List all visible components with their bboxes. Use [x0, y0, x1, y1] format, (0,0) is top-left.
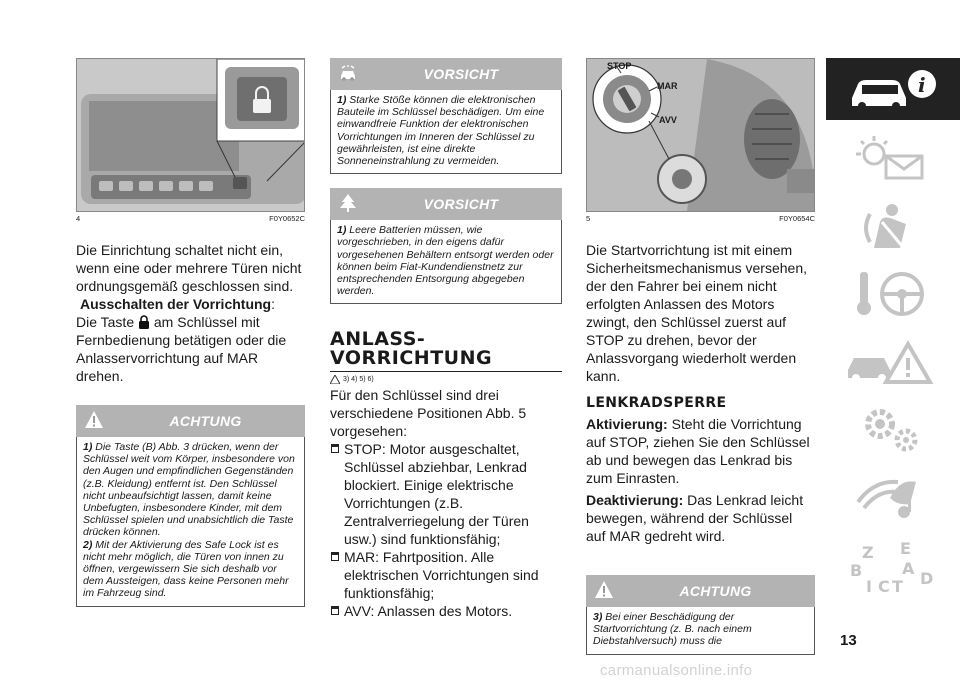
emergency-icon	[844, 336, 944, 386]
paragraph-deactivation	[586, 491, 815, 545]
warning-triangle-icon	[84, 410, 104, 430]
list-item: AVV: Anlassen des Motors.	[330, 602, 562, 620]
list-item: MAR: Fahrtposition. Alle elektrischen Vorrichtungen sind funktionsfähig;	[330, 548, 562, 602]
subheading-text: Ausschalten der Vorrichtung	[80, 296, 272, 312]
index-letter: D	[920, 569, 934, 588]
warning-item-text: Die Taste (B) Abb. 3 drücken, wenn der Schlüssel weit vom Körper, insbesondere von den Augen und empfindlichen Gegenständen (z.B. Kleidung) entfernt ist. Den Schlüssel nicht unbeaufsichtigt lassen, damit keine Unbefugten, insbesondere Kinder, mit dem Schlüssel spielen und unabsichtlich die Taste drücken können.	[83, 441, 295, 539]
page-number: 13	[840, 632, 857, 649]
paragraph: Die Startvorrichtung ist mit einem Sicherheitsmechanismus versehen, der den Fahrer bei einem nicht erfolgten Anlassen des Motors zwingt, den Schlüssel zuerst auf STOP zu drehen, bevor der Anlassvorgang wiederholt werden kann.	[586, 242, 807, 384]
subheading-colon: :	[271, 296, 275, 312]
tab-emergency[interactable]	[826, 330, 960, 392]
starting-driving-icon	[844, 268, 944, 318]
paragraph: Die Einrichtung schaltet nicht ein, wenn eine oder mehrere Türen nicht ordnungsgemäß geschlossen sind.	[76, 242, 302, 294]
figure-code: F0Y0652C	[269, 214, 305, 223]
figure-code: F0Y0654C	[779, 214, 815, 223]
tab-maintenance[interactable]	[826, 398, 960, 460]
car-caution-icon	[338, 63, 358, 83]
warning-body	[586, 607, 815, 655]
warning-item	[83, 441, 298, 539]
activation-text: Steht die Vorrichtung auf STOP, ziehen Sie den Schlüssel ab und bewegen das Lenkrad bis zum Einrasten.	[586, 416, 810, 486]
caution-item-number: 1)	[337, 224, 347, 237]
caution-body	[330, 90, 562, 174]
svg-text:i: i	[918, 73, 926, 97]
caution-box-2	[330, 188, 562, 304]
maintenance-icon	[844, 404, 944, 454]
warning-triangle-small-icon	[330, 375, 340, 384]
label-avv: AVV	[659, 115, 677, 125]
warning-title: ACHTUNG	[169, 413, 242, 429]
section-title-anlassvorrichtung	[330, 330, 562, 372]
environment-tree-icon	[338, 193, 358, 213]
caution-item-text: Leere Batterien müssen, wie vorgeschrieben, in den eigens dafür vorgesehenen Behältern entsorgt werden oder können beim Fiat-Kundendienstnetz zur entsprechenden Entsorgung abgegeben werden.	[337, 224, 554, 298]
tab-index[interactable]	[826, 534, 960, 596]
section-title-line: ANLASS-	[330, 328, 426, 351]
activation-label: Aktivierung:	[586, 416, 668, 432]
figure-4-caption	[76, 214, 305, 223]
tab-warning-lights[interactable]	[826, 126, 960, 188]
warning-body	[76, 437, 305, 607]
tab-starting-driving[interactable]	[826, 262, 960, 324]
paragraph-part-a: Die Taste	[76, 314, 135, 330]
index-letter: E	[900, 540, 911, 558]
section-title-line: VORRICHTUNG	[330, 347, 493, 370]
warning-references	[330, 375, 562, 384]
caution-body	[330, 220, 562, 304]
warning-item-text: Bei einer Beschädigung der Startvorrichtung (z. B. nach einem Diebstahlversuch) muss die	[593, 611, 752, 648]
warning-lights-icon	[844, 132, 944, 182]
chapter-sidebar	[826, 58, 960, 602]
warning-achtung	[76, 405, 305, 607]
warning-triangle-icon	[594, 580, 614, 600]
list-item: STOP: Motor ausgeschaltet, Schlüssel abziehbar, Lenkrad blockiert. Einige elektrische Vorrichtungen (z.B. Zentralverriegelung der Türen usw.) sind funktionsfähig;	[330, 440, 562, 548]
tab-multimedia[interactable]	[826, 466, 960, 528]
label-mar: MAR	[657, 81, 678, 91]
padlock-icon	[138, 315, 150, 329]
paragraph-lock-button	[76, 313, 305, 385]
caution-item-number: 1)	[337, 94, 347, 106]
index-letter: T	[892, 577, 903, 596]
warning-item-text: Mit der Aktivierung des Safe Lock ist es nicht mehr möglich, die Türen von innen zu öffnen, vergewissern Sie sich deshalb vor dem Aussteigen, dass keine Personen mehr im Fahrzeug sind.	[83, 538, 289, 600]
column-3	[586, 58, 815, 655]
column-1	[76, 58, 305, 607]
deactivation-text: Das Lenkrad leicht bewegen, während der Schlüssel auf MAR gedreht wird.	[586, 492, 804, 544]
caution-title: VORSICHT	[423, 196, 499, 213]
warning-item	[593, 611, 808, 648]
index-icon	[844, 540, 944, 596]
paragraph: Für den Schlüssel sind drei verschiedene Positionen Abb. 5 vorgesehen:	[330, 387, 527, 440]
label-stop: STOP	[607, 61, 632, 71]
caution-item-text: Starke Stöße können die elektronischen Bauteile im Schlüssel beschädigen. Um eine einwandfreie Funktion der elektronischen Vorrichtungen im Inneren der Schlüssel zu gewährleisten, ist eine direkte Sonneneinstrahlung zu vermeiden.	[337, 94, 545, 168]
car-info-icon	[844, 64, 944, 114]
caution-header	[330, 188, 562, 220]
multimedia-icon	[844, 472, 944, 522]
index-letter: I	[866, 577, 872, 596]
warning-item-number: 2)	[83, 538, 93, 551]
section-title-lenkradsperre: LENKRADSPERRE	[586, 395, 727, 411]
index-letter: B	[850, 561, 863, 580]
watermark: carmanualsonline.info	[600, 662, 753, 679]
column-2	[330, 58, 562, 620]
reference-numbers: 3) 4) 5) 6)	[343, 376, 374, 384]
warning-item-number: 3)	[593, 611, 603, 623]
warning-title: ACHTUNG	[679, 583, 752, 599]
index-letter: Z	[862, 543, 874, 562]
safety-airbag-icon	[844, 200, 944, 250]
caution-title: VORSICHT	[423, 66, 499, 82]
warning-item-number: 1)	[83, 441, 93, 453]
figure-5-image	[586, 58, 815, 212]
paragraph-part-b: am Schlüssel mit Fernbedienung betätigen oder die Anlasservorrichtung auf MAR drehen.	[76, 314, 287, 384]
tab-car-info[interactable]	[826, 58, 960, 120]
caution-header	[330, 58, 562, 90]
paragraph-activation	[586, 415, 815, 487]
index-letter: A	[902, 559, 915, 578]
subheading	[76, 295, 305, 313]
figure-5-caption	[586, 214, 815, 223]
caution-box-1	[330, 58, 562, 174]
figure-4-image	[76, 58, 305, 212]
warning-item	[83, 539, 298, 600]
caution-item	[337, 94, 555, 167]
caution-item	[337, 224, 555, 297]
warning-achtung	[586, 575, 815, 655]
warning-header	[76, 405, 305, 437]
deactivation-label: Deaktivierung:	[586, 492, 684, 508]
index-letter: C	[878, 577, 890, 596]
warning-header	[586, 575, 815, 607]
figure-number: 5	[586, 214, 591, 223]
figure-number: 4	[76, 214, 81, 223]
tab-safety[interactable]	[826, 194, 960, 256]
